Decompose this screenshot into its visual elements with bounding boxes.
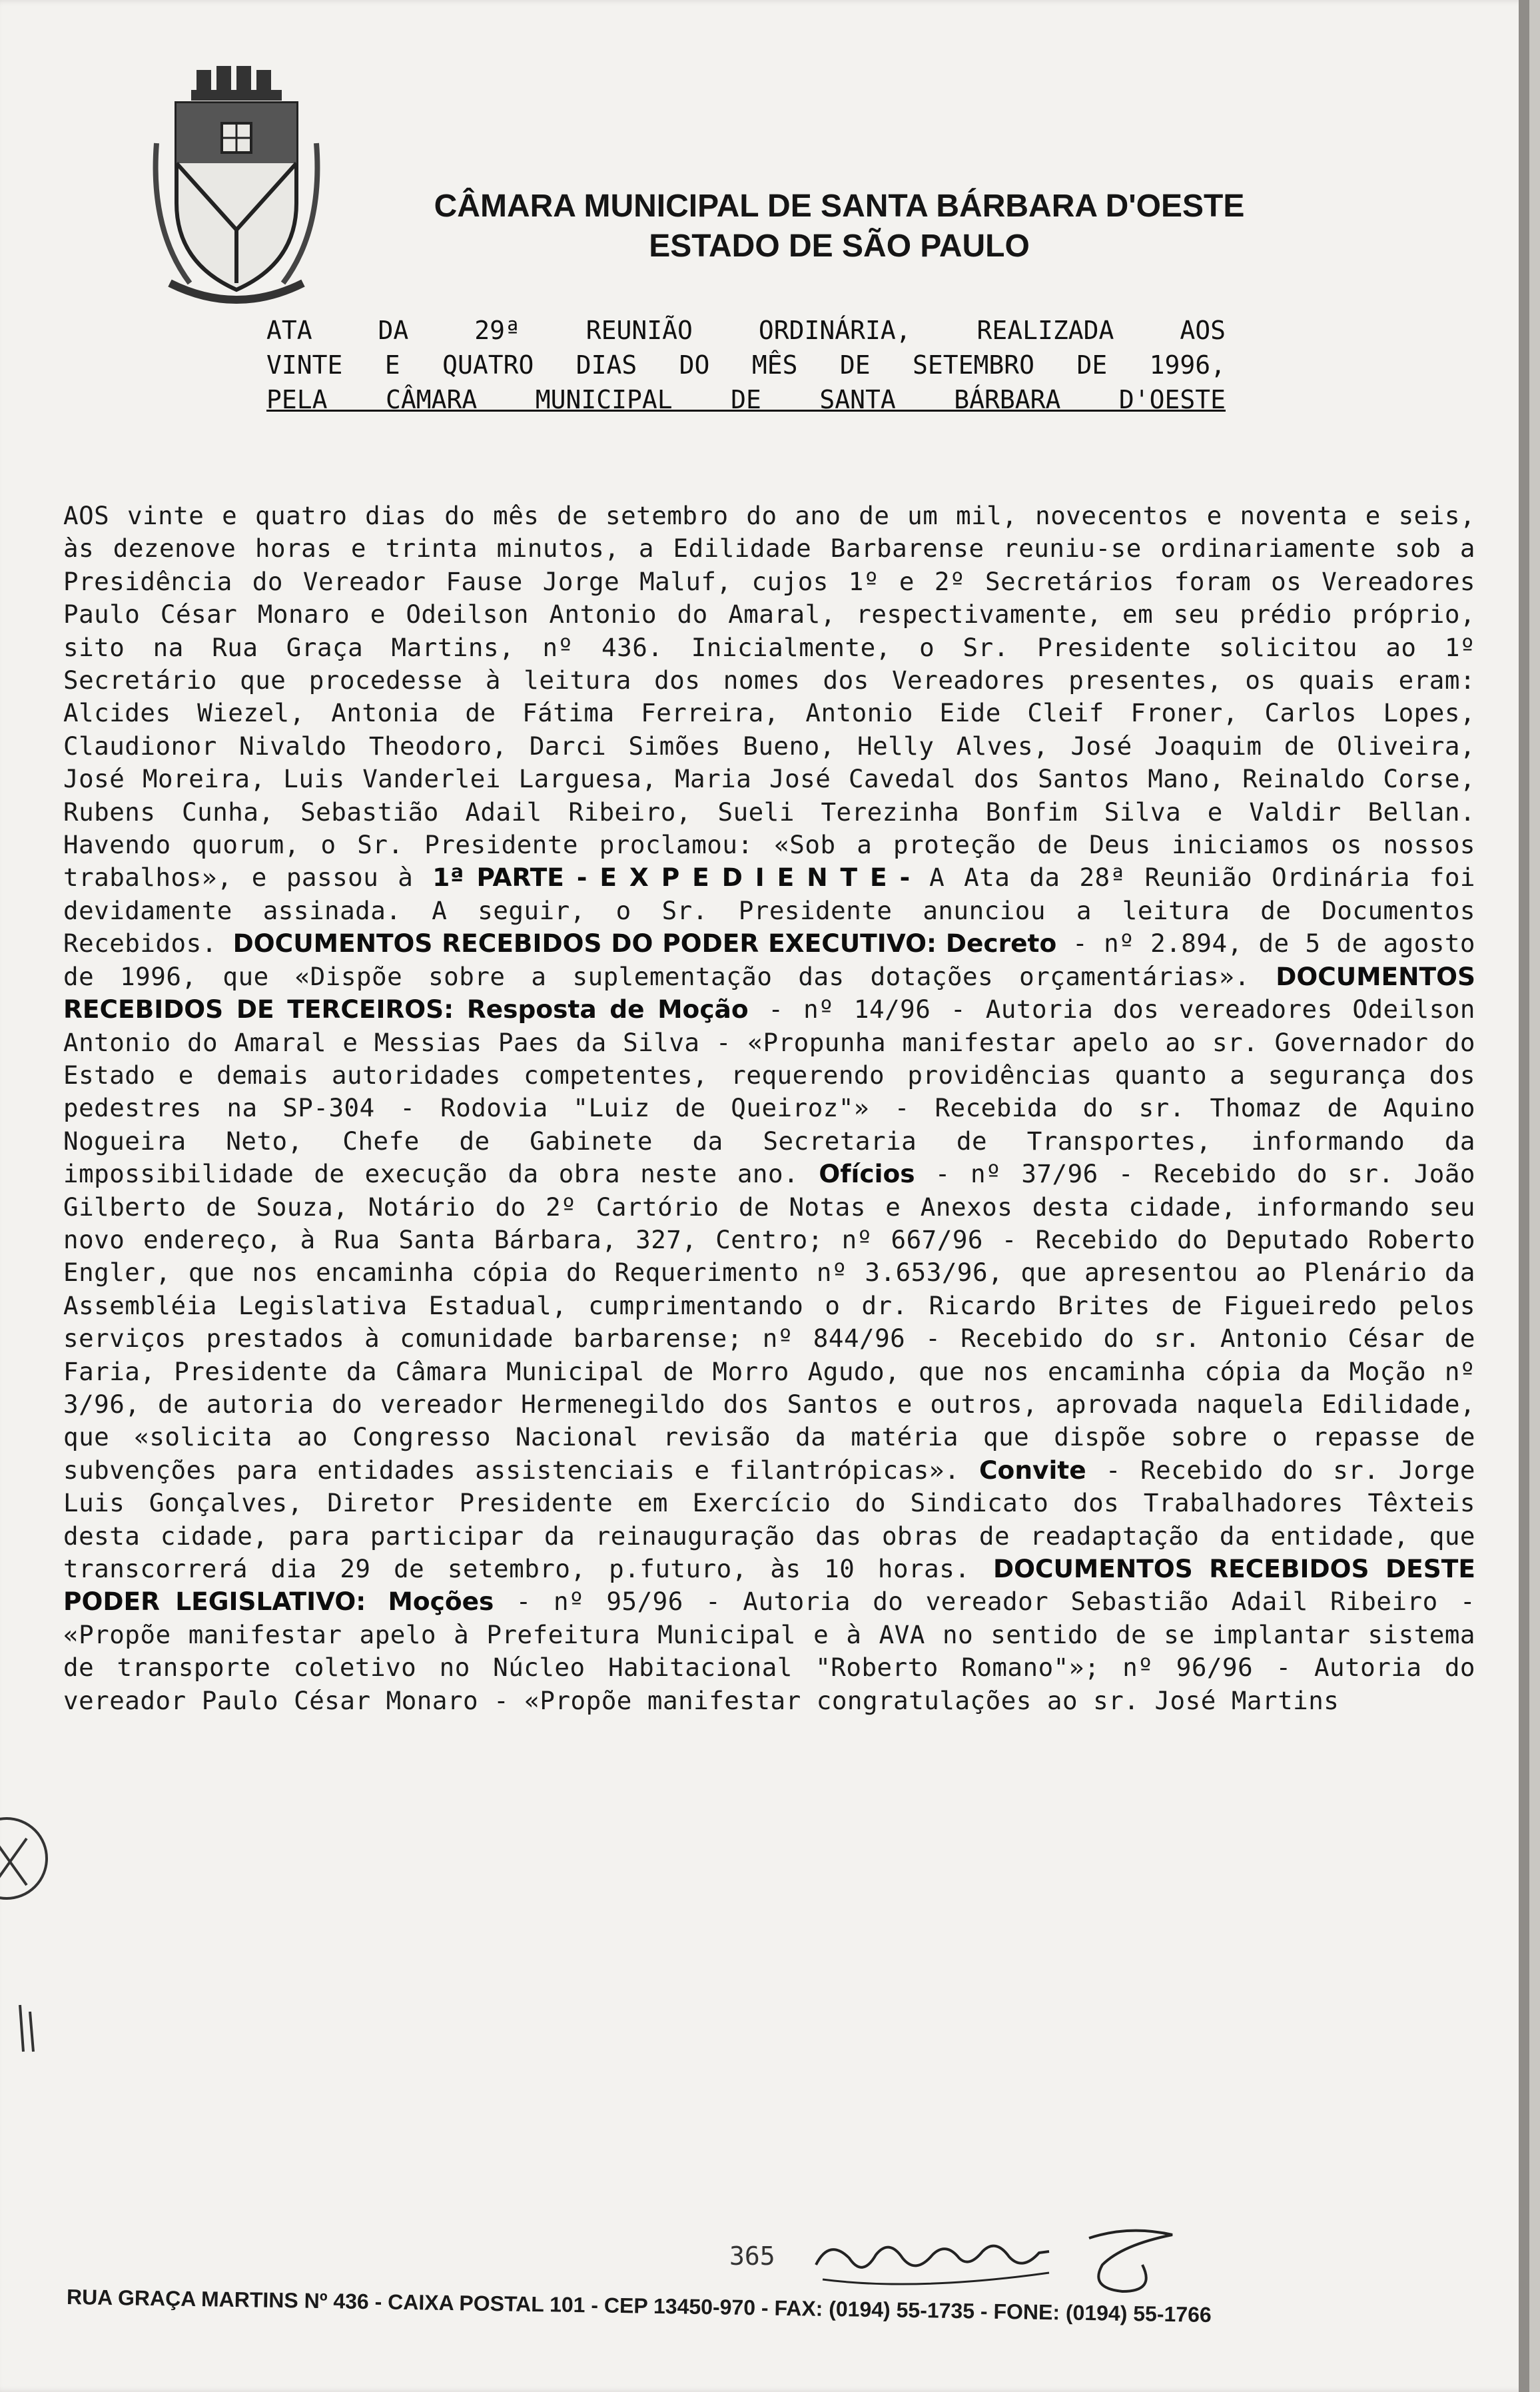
institution-header bbox=[400, 187, 1279, 266]
section-heading: DOCUMENTOS RECEBIDOS DO PODER EXECUTIVO: Decreto bbox=[232, 929, 1057, 959]
margin-stamp-icon bbox=[0, 1785, 53, 2065]
section-heading: Convite bbox=[979, 1455, 1086, 1485]
body-text: - nº 14/96 - Autoria dos vereadores Odeilson Antonio do Amaral e Messias Paes da Silva - «Propunha manifestar apelo ao sr. Governador do Estado e demais autoridades competentes, requerendo providências quanto a segurança dos pedestres na SP-304 - Rodovia "Luiz de Queiroz"» - Recebida do sr. Thomaz de Aquino Nogueira Neto, Chefe de Gabinete da Secretaria de Transportes, informando da impossibilidade de execução da obra neste ano. bbox=[63, 995, 1475, 1189]
body-text: AOS vinte e quatro dias do mês de setembro do ano de um mil, novecentos e noventa e seis, às dezenove horas e trinta minutos, a Edilidade Barbarense reuniu-se ordinariamente sob a Presidência do Vereador Fause Jorge Maluf, cujos 1º e 2º Secretários foram os Vereadores Paulo César Monaro e Odeilson Antonio do Amaral, respectivamente, em seu prédio próprio, sito na Rua Graça Martins, nº 436. Inicialmente, o Sr. Presidente solicitou ao 1º Secretário que procedesse à leitura dos nomes dos Vereadores presentes, os quais eram: Alcides Wiezel, Antonia de Fátima Ferreira, Antonio Eide Cleif Froner, Carlos Lopes, Claudionor Nivaldo Theodoro, Darci Simões Bueno, Helly Alves, José Joaquim de Oliveira, José Moreira, Luis Vanderlei Larguesa, Maria José Cavedal dos Santos Mano, Reinaldo Corse, Rubens Cunha, Sebastião Adail Ribeiro, Sueli Terezinha Bonfim Silva e Valdir Bellan. Havendo quorum, o Sr. Presidente proclamou: «Sob a proteção de Deus iniciamos os nossos trabalhos», e passou à bbox=[63, 501, 1475, 893]
minutes-title-line-3: PELA CÂMARA MUNICIPAL DE SANTA BÁRBARA D'OESTE bbox=[266, 385, 1226, 414]
body-text: - nº 2.894, de 5 de agosto de 1996, que «Dispõe sobre a suplementação das dotações orçamentárias». bbox=[63, 929, 1475, 991]
page-number: 365 bbox=[729, 2241, 775, 2271]
body-text: - nº 37/96 - Recebido do sr. João Gilberto de Souza, Notário do 2º Cartório de Notas e Anexos desta cidade, informando seu novo endereço, à Rua Santa Bárbara, 327, Centro; nº 667/96 - Recebido do Deputado Roberto Engler, que nos encaminha cópia do Requerimento nº 3.653/96, que apresentou ao Plenário da Assembléia Legislativa Estadual, cumprimentando o dr. Ricardo Brites de Figueiredo pelos serviços prestados à comunidade barbarense; nº 844/96 - Recebido do sr. Antonio César de Faria, Presidente da Câmara Municipal de Morro Agudo, que nos encaminha cópia da Moção nº 3/96, de autoria do vereador Hermenegildo dos Santos e outros, aprovada naquela Edilidade, que «solicita ao Congresso Nacional revisão da matéria que dispõe sobre o repasse de subvenções para entidades assistenciais e filantrópicas». bbox=[63, 1159, 1476, 1485]
body-text: - nº 95/96 - Autoria do vereador Sebastião Adail Ribeiro - «Propõe manifestar apelo à Prefeitura Municipal e à AVA no sentido de se implantar sistema de transporte coletivo no Núcleo Habitacional "Roberto Romano"»; nº 96/96 - Autoria do vereador Paulo César Monaro - «Propõe manifestar congratulações ao sr. José Martins bbox=[63, 1587, 1476, 1715]
page-edge-shadow bbox=[1519, 0, 1529, 2392]
section-heading: 1ª PARTE - E X P E D I E N T E - bbox=[432, 863, 911, 893]
minutes-title bbox=[266, 313, 1226, 417]
institution-name: CÂMARA MUNICIPAL DE SANTA BÁRBARA D'OESTE bbox=[434, 189, 1245, 224]
state-name: ESTADO DE SÃO PAULO bbox=[649, 228, 1030, 264]
footer-address: RUA GRAÇA MARTINS Nº 436 - CAIXA POSTAL 101 - CEP 13450-970 - FAX: (0194) 55-1735 - FONE: (0194) 55-1766 bbox=[66, 2285, 1212, 2327]
body-text: - Recebido do sr. Jorge Luis Gonçalves, Diretor Presidente em Exercício do Sindicato dos Trabalhadores Têxteis desta cidade, para participar da reinauguração das obras de readaptação da entidade, que transcorrerá dia 29 de setembro, p.futuro, às 10 horas. bbox=[63, 1455, 1475, 1583]
minutes-title-line-1: ATA DA 29ª REUNIÃO ORDINÁRIA, REALIZADA AOS bbox=[266, 316, 1226, 345]
body-text: A Ata da 28ª Reunião Ordinária foi devidamente assinada. A seguir, o Sr. Presidente anunciou a leitura de Documentos Recebidos. bbox=[63, 863, 1476, 959]
coat-of-arms-icon bbox=[150, 63, 323, 310]
minutes-body bbox=[63, 500, 1475, 1717]
handwritten-signature-icon bbox=[809, 2218, 1182, 2298]
section-heading: Ofícios bbox=[819, 1159, 915, 1189]
minutes-title-line-2: VINTE E QUATRO DIAS DO MÊS DE SETEMBRO DE 1996, bbox=[266, 350, 1226, 380]
section-heading: DOCUMENTOS RECEBIDOS DE TERCEIROS: Resposta de Moção bbox=[63, 961, 1475, 1024]
section-heading: DOCUMENTOS RECEBIDOS DESTE PODER LEGISLATIVO: bbox=[63, 1554, 1475, 1617]
section-heading: Moções bbox=[388, 1587, 494, 1617]
